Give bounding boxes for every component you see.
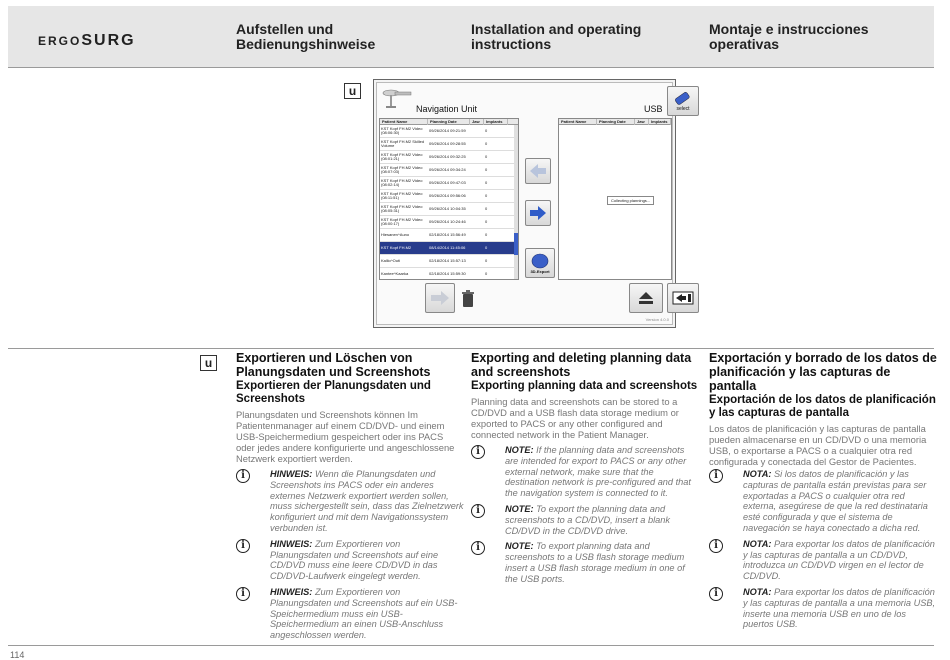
note-text: Zum Exportieren von Planungsdaten und Screenshots auf ein USB-Speichermedium muss ein USB-Speichermedium an einen USB-Anschluss angeschlossen werden. <box>270 586 458 641</box>
subheading-en: Exporting planning data and screenshots <box>471 380 698 392</box>
col-patient-name: Patient Name <box>380 119 428 125</box>
footer-divider <box>8 645 934 646</box>
column-de <box>236 351 464 641</box>
table-row[interactable] <box>380 255 518 268</box>
note-label: HINWEIS: <box>270 586 313 597</box>
table-cell: KST Kopf FH.M2 Skilled Volume <box>381 140 425 148</box>
column-es <box>709 351 937 630</box>
table-row[interactable] <box>380 216 518 229</box>
table-row[interactable] <box>380 190 518 203</box>
usb-select-button[interactable] <box>667 86 699 116</box>
table-row[interactable] <box>380 242 518 255</box>
table-cell: 0 <box>485 181 488 185</box>
note-label: NOTE: <box>505 541 534 552</box>
heading-en: Exporting and deleting planning data and screenshots <box>471 351 692 379</box>
info-icon: i <box>236 539 250 553</box>
table-cell: Hiesanen^Auno <box>381 233 410 237</box>
table-cell: 02/18/2014 15:57:13 <box>429 259 466 263</box>
info-icon: i <box>709 539 723 553</box>
table-cell: 0 <box>485 142 488 146</box>
table-row[interactable] <box>380 177 518 190</box>
note-label: NOTA: <box>743 586 772 597</box>
exit-button[interactable] <box>667 283 699 313</box>
table-cell: 0 <box>485 194 488 198</box>
info-icon: i <box>709 469 723 483</box>
note-text: Wenn die Planungsdaten und Screenshots ins PACS oder ein anderes externes Netzwerk exportiert werden sollen, muss sichergestellt sein, dass das Zielnetzwerk konfiguriert und mit dem Navigationssystem verbunden ist. <box>270 469 464 533</box>
version-label: Version 4.0.0 <box>645 317 669 322</box>
arrow-left-icon <box>530 164 546 178</box>
table-cell: 09/26/2014 09:28:55 <box>429 142 466 146</box>
note-text: Si los datos de planificación y las capturas de pantalla están previstas para ser exportadas a PACS o cualquier otra red externa, asegúrese de que la red destinataria esté configurada y que el sistema de navegación se haya conectado a dicha red. <box>743 469 928 533</box>
table-cell: Kallio^Outi <box>381 259 400 263</box>
table-row[interactable] <box>380 203 518 216</box>
column-en <box>471 351 699 585</box>
table-cell: KST Kopf FH.M2 Video (08:02:14) <box>381 179 423 187</box>
usb-col-planning-date: Planning Date <box>597 119 635 125</box>
subheading-es: Exportación de los datos de planificación y las capturas de pantalla <box>709 394 936 419</box>
info-icon: i <box>236 587 250 601</box>
usb-col-patient-name: Patient Name <box>559 119 597 125</box>
note-en-2 <box>471 504 699 536</box>
nav-unit-title: Navigation Unit <box>416 104 478 114</box>
table-row[interactable] <box>380 138 518 151</box>
table-cell: 0 <box>485 207 488 211</box>
body-de: Planungsdaten und Screenshots können Im Patientenmanager auf einem CD/DVD- und einem USB-Speichermedium gespeichert oder ins PACS oder jedes andere konfigurierte und angeschlossene Netzwerk exportiert werden. <box>236 409 455 464</box>
table-cell: 09/26/2014 09:47:03 <box>429 181 466 185</box>
note-es-1 <box>709 469 937 534</box>
note-text: Para exportar los datos de planificación y las capturas de pantalla a una memoria USB, inserte una memoria USB en uno de los puertos USB. <box>743 586 936 630</box>
nav-table-body <box>380 125 518 280</box>
table-cell: 09/26/2014 09:34:24 <box>429 168 466 172</box>
note-de-3 <box>236 587 464 641</box>
header-title-de: Aufstellen und Bedienungshinweise <box>236 21 376 52</box>
table-cell: 0 <box>485 129 488 133</box>
table-cell: KST Kopf FH.M2 <box>381 246 412 250</box>
nav-table-scrollbar[interactable] <box>514 125 518 279</box>
exit-icon <box>672 291 694 305</box>
logo-ergo: ERGO <box>38 34 82 48</box>
arrow-right-icon <box>530 206 546 220</box>
note-en-3 <box>471 541 699 584</box>
table-cell: 09/26/2014 10:24:46 <box>429 220 466 224</box>
table-cell: 09/26/2014 10:04:35 <box>429 207 466 211</box>
col-implants: Implants <box>484 119 508 125</box>
3d-export-button[interactable] <box>525 248 555 278</box>
note-label: HINWEIS: <box>270 538 313 549</box>
3d-export-label: 3D-Export <box>530 268 550 274</box>
table-cell: 09/26/2014 09:56:06 <box>429 194 466 198</box>
figure-marker: u <box>344 83 361 99</box>
note-label: HINWEIS: <box>270 469 313 479</box>
table-cell: 09/26/2014 09:32:25 <box>429 155 466 159</box>
note-label: NOTE: <box>505 445 534 455</box>
info-icon: i <box>236 469 250 483</box>
table-cell: 08/14/2014 11:45:06 <box>429 246 466 250</box>
info-icon: i <box>471 541 485 555</box>
trash-button[interactable] <box>461 290 475 308</box>
note-text: If the planning data and screenshots are intended for export to PACS or any other external network, make sure that the destination network is pre-configured and that the navigation system is connected to it. <box>505 445 691 499</box>
col-planning-date: Planning Date <box>428 119 470 125</box>
heading-es: Exportación y borrado de los datos de planificación y las capturas de pantalla <box>709 351 937 393</box>
table-cell: Kantee^Kaarka <box>381 272 409 276</box>
table-cell: KST Kopf FH.M2 Video (08:05:31) <box>381 205 423 213</box>
navigation-unit-icon <box>381 87 417 109</box>
table-row[interactable] <box>380 151 518 164</box>
table-cell: KST Kopf FH.M2 Video (08:06:30) <box>381 127 423 135</box>
heading-de: Exportieren und Löschen von Planungsdaten und Screenshots <box>236 351 431 379</box>
table-cell: 0 <box>485 259 488 263</box>
note-label: NOTA: <box>743 469 772 479</box>
note-text: Zum Exportieren von Planungsdaten und Screenshots auf eine CD/DVD muss eine leere CD/DVD in das CD/DVD-Laufwerk eingelegt werden. <box>270 538 439 582</box>
section-divider <box>8 348 934 349</box>
note-label: NOTA: <box>743 538 772 549</box>
table-cell: KST Kopf FH.M2 Video (08:01:21) <box>381 153 423 161</box>
table-cell: KST Kopf FH.M2 Video (08:07:03) <box>381 166 423 174</box>
col-jaw: Jaw <box>470 119 484 125</box>
arrow-right-disabled-icon <box>431 291 449 305</box>
eject-icon <box>639 292 653 304</box>
table-row[interactable] <box>380 164 518 177</box>
logo-surg: SURG <box>81 32 136 49</box>
note-text: Para exportar los datos de planificación y las capturas de pantalla a un CD/DVD, introduzca un CD/DVD virgen en el lector de CD/DVD. <box>743 538 935 582</box>
usb-stick-icon <box>673 90 693 106</box>
table-cell: 02/18/2014 15:59:30 <box>429 272 466 276</box>
info-icon: i <box>471 504 485 518</box>
patient-manager-screenshot <box>373 79 690 328</box>
note-label: NOTE: <box>505 503 534 514</box>
info-icon: i <box>709 587 723 601</box>
usb-table-header <box>559 119 671 125</box>
note-text: To export the planning data and screenshots to a CD/DVD, insert a blank CD/DVD in the CD/DVD drive. <box>505 503 670 536</box>
table-cell: 0 <box>485 155 488 159</box>
usb-col-jaw: Jaw <box>635 119 649 125</box>
table-cell: 09/26/2014 09:21:59 <box>429 129 466 133</box>
header-title-es: Montaje e instrucciones operativas <box>709 21 869 52</box>
nav-patient-table <box>379 118 519 280</box>
table-cell: 0 <box>485 272 488 276</box>
usb-col-implants: Implants <box>649 119 671 125</box>
note-en-1 <box>471 445 699 499</box>
body-en: Planning data and screenshots can be stored to a CD/DVD and a USB flash data storage medium or exported to PACS or any other configured and connected network in the Patient Manager. <box>471 396 679 440</box>
body-es: Los datos de planificación y las capturas de pantalla pueden almacenarse en un CD/DVD o una memoria USB, o exportarse a PACS o a cualquier otra red configurada y conectada del Gestor de Pacientes. <box>709 423 927 467</box>
table-row[interactable] <box>380 125 518 138</box>
move-arrow-button[interactable] <box>425 283 455 313</box>
table-cell: 0 <box>485 233 488 237</box>
note-text: To export planning data and screenshots to a USB flash storage medium insert a USB flash storage medium in one of the USB ports. <box>505 541 685 584</box>
info-icon: i <box>471 445 485 459</box>
nav-table-header <box>380 119 518 125</box>
3d-head-icon <box>531 253 549 269</box>
page-number: 114 <box>10 650 25 660</box>
export-arrow-button[interactable] <box>525 200 551 226</box>
scrollbar-thumb[interactable] <box>514 233 518 255</box>
import-arrow-button[interactable] <box>525 158 551 184</box>
table-row[interactable] <box>380 268 518 280</box>
collecting-dialog: Collecting plannings... <box>607 196 654 205</box>
table-cell: 0 <box>485 220 488 224</box>
table-cell: 02/18/2014 15:56:49 <box>429 233 466 237</box>
table-row[interactable] <box>380 229 518 242</box>
table-cell: 0 <box>485 168 488 172</box>
section-marker: u <box>200 355 217 371</box>
note-de-2 <box>236 539 464 582</box>
header-title-en: Installation and operating instructions <box>471 21 642 52</box>
usb-select-label: select <box>676 106 690 112</box>
table-cell: KST Kopf FH.M2 Video (08:11:51) <box>381 192 423 200</box>
note-es-3 <box>709 587 937 630</box>
subheading-de: Exportieren der Planungsdaten und Screenshots <box>236 380 431 405</box>
note-es-2 <box>709 539 937 582</box>
page-header <box>8 6 934 68</box>
table-cell: 0 <box>485 246 488 250</box>
note-de-1 <box>236 469 464 534</box>
eject-button[interactable] <box>629 283 663 313</box>
ergosurg-logo <box>38 32 136 50</box>
usb-title: USB <box>644 104 663 114</box>
usb-patient-table <box>558 118 672 280</box>
trash-icon <box>461 290 475 308</box>
table-cell: KST Kopf FH.M2 Video (08:00:17) <box>381 218 423 226</box>
